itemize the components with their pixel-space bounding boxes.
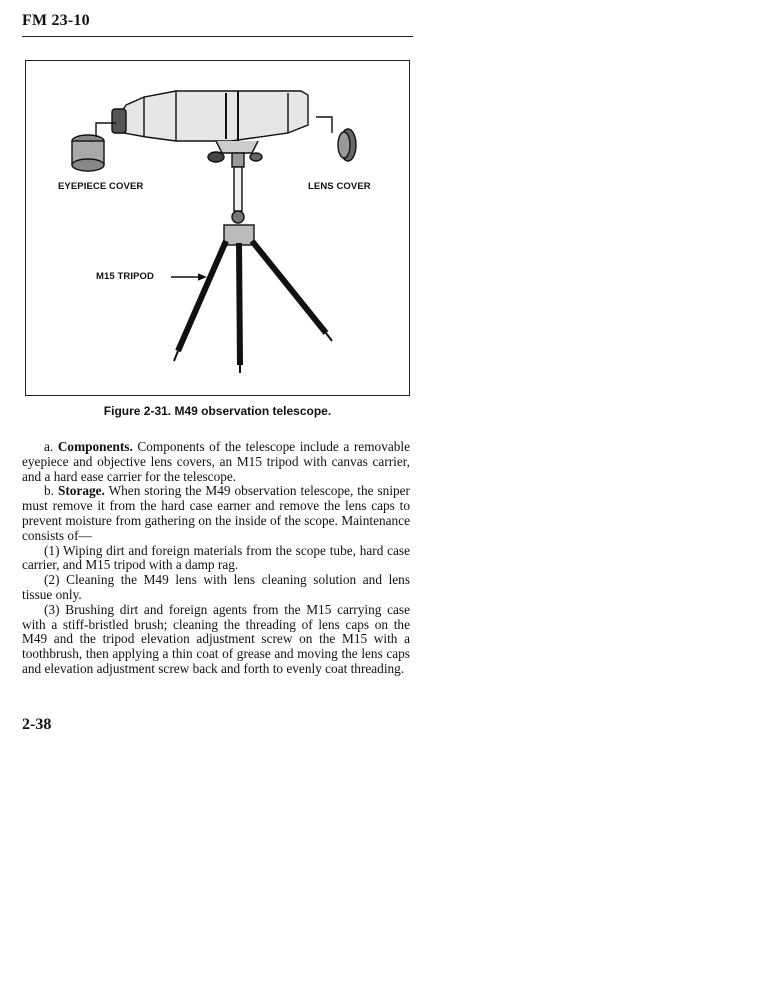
page-number: 2-38: [22, 716, 52, 733]
para-b-text: When storing the M49 observation telescope, the sniper must remove it from the hard case earner and remove the lens caps to prevent moisture from gathering on the inside of the scope. Maintenance consists of—: [22, 483, 410, 543]
maintenance-item-3: (3) Brushing dirt and foreign agents from the M15 carrying case with a stiff-bristled brush; cleaning the threading of lens caps on the M49 and the tripod elevation adjustment screw on the M15 with a toothbrush, then applying a thin coat of grease and moving the lens caps and elevation adjustment screw back and forth to evenly coat threading.: [22, 601, 410, 676]
body-text: [22, 440, 410, 677]
paragraph-a: [22, 440, 410, 484]
lens-cover-label: LENS COVER: [308, 181, 371, 192]
manual-id: FM 23-10: [22, 12, 90, 29]
figure-caption: Figure 2-31. M49 observation telescope.: [103, 404, 332, 418]
para-b-prefix: b.: [44, 483, 54, 499]
para-a-text: Components of the telescope include a removable eyepiece and objective lens covers, an M15 tripod with canvas carrier, and a hard ease carrier for the telescope.: [22, 439, 410, 484]
tripod-label: M15 TRIPOD: [96, 271, 155, 282]
figure-frame: [25, 60, 410, 396]
page-header: [22, 10, 413, 37]
para-a-heading: Components.: [57, 439, 133, 454]
telescope-illustration: [26, 61, 411, 397]
maintenance-item-1: (1) Wiping dirt and foreign materials from the scope tube, hard case carrier, and M15 tripod with a damp rag.: [22, 542, 410, 573]
maintenance-item-2: (2) Cleaning the M49 lens with lens cleaning solution and lens tissue only.: [22, 572, 410, 602]
para-a-prefix: a.: [44, 439, 54, 454]
paragraph-b: [22, 484, 410, 543]
eyepiece-cover-label: EYEPIECE COVER: [58, 181, 144, 192]
para-b-heading: Storage.: [57, 483, 105, 499]
